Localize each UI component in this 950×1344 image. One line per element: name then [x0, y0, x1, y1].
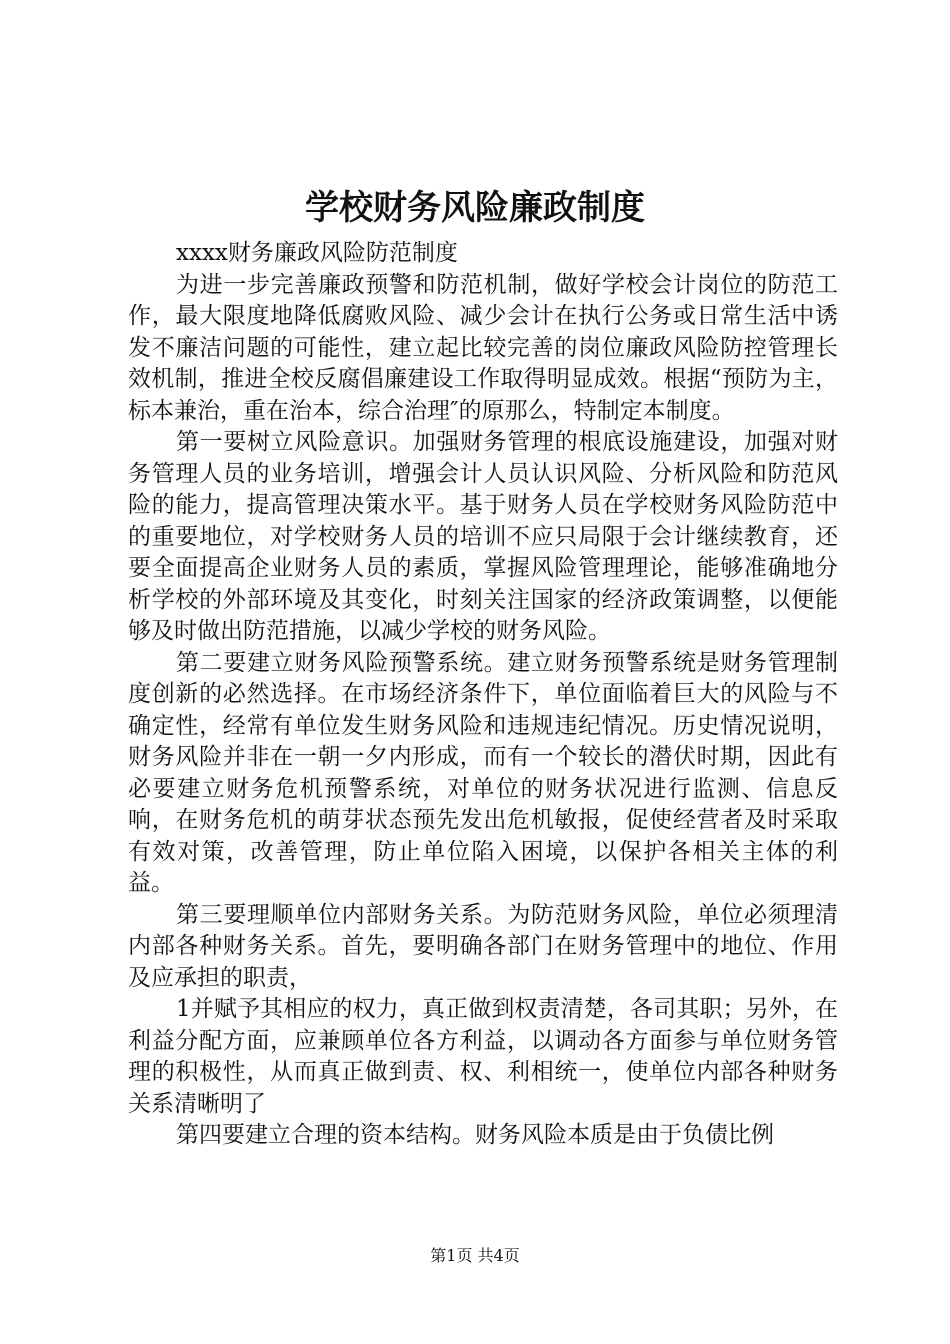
paragraph-fourth-point: 第四要建立合理的资本结构。财务风险本质是由于负债比例: [176, 1122, 774, 1148]
paragraph-first-point: 第一要树立风险意识。加强财务管理的根底设施建设，加强对财务管理人员的业务培训，增强会计人员认识风险、分析风险和防范风险的能力，提高管理决策水平。基于财务人员在学校财务风险防范中的重要地位，对学校财务人员的培训不应只局限于会计继续教育，还要全面提高企业财务人员的素质，掌握风险管理理论，能够准确地分析学校的外部环境及其变化，时刻关注国家的经济政策调整，以便能够及时做出防范措施，以减少学校的财务风险。: [128, 429, 838, 644]
paragraph-third-point: 第三要理顺单位内部财务关系。为防范财务风险，单位必须理清内部各种财务关系。首先，要明确各部门在财务管理中的地位、作用及应承担的职责，: [128, 901, 838, 991]
paragraph-subtitle: xxxx财务廉政风险防范制度: [176, 240, 458, 266]
page-title: 学校财务风险廉政制度: [305, 188, 645, 228]
document-body: [128, 238, 838, 1152]
paragraph-intro: 为进一步完善廉政预警和防范机制，做好学校会计岗位的防范工作，最大限度地降低腐败风险、减少会计在执行公务或日常生活中诱发不廉洁问题的可能性，建立起比较完善的岗位廉政风险防控管理长效机制，推进全校反腐倡廉建设工作取得明显成效。根据“预防为主，标本兼治，重在治本，综合治理″的原那么，特制定本制度。: [128, 271, 838, 424]
paragraph-third-point-continued: 1并赋予其相应的权力，真正做到权责清楚，各司其职；另外，在利益分配方面，应兼顾单位各方利益，以调动各方面参与单位财务管理的积极性，从而真正做到责、权、利相统一，使单位内部各种财务关系清晰明了: [128, 996, 838, 1117]
page-footer: 第1页 共4页: [430, 1246, 520, 1265]
paragraph-second-point: 第二要建立财务风险预警系统。建立财务预警系统是财务管理制度创新的必然选择。在市场经济条件下，单位面临着巨大的风险与不确定性，经常有单位发生财务风险和违规违纪情况。历史情况说明，财务风险并非在一朝一夕内形成，而有一个较长的潜伏时期，因此有必要建立财务危机预警系统，对单位的财务状况进行监测、信息反响，在财务危机的萌芽状态预先发出危机敏报，促使经营者及时采取有效对策，改善管理，防止单位陷入困境，以保护各相关主体的利益。: [128, 649, 838, 896]
